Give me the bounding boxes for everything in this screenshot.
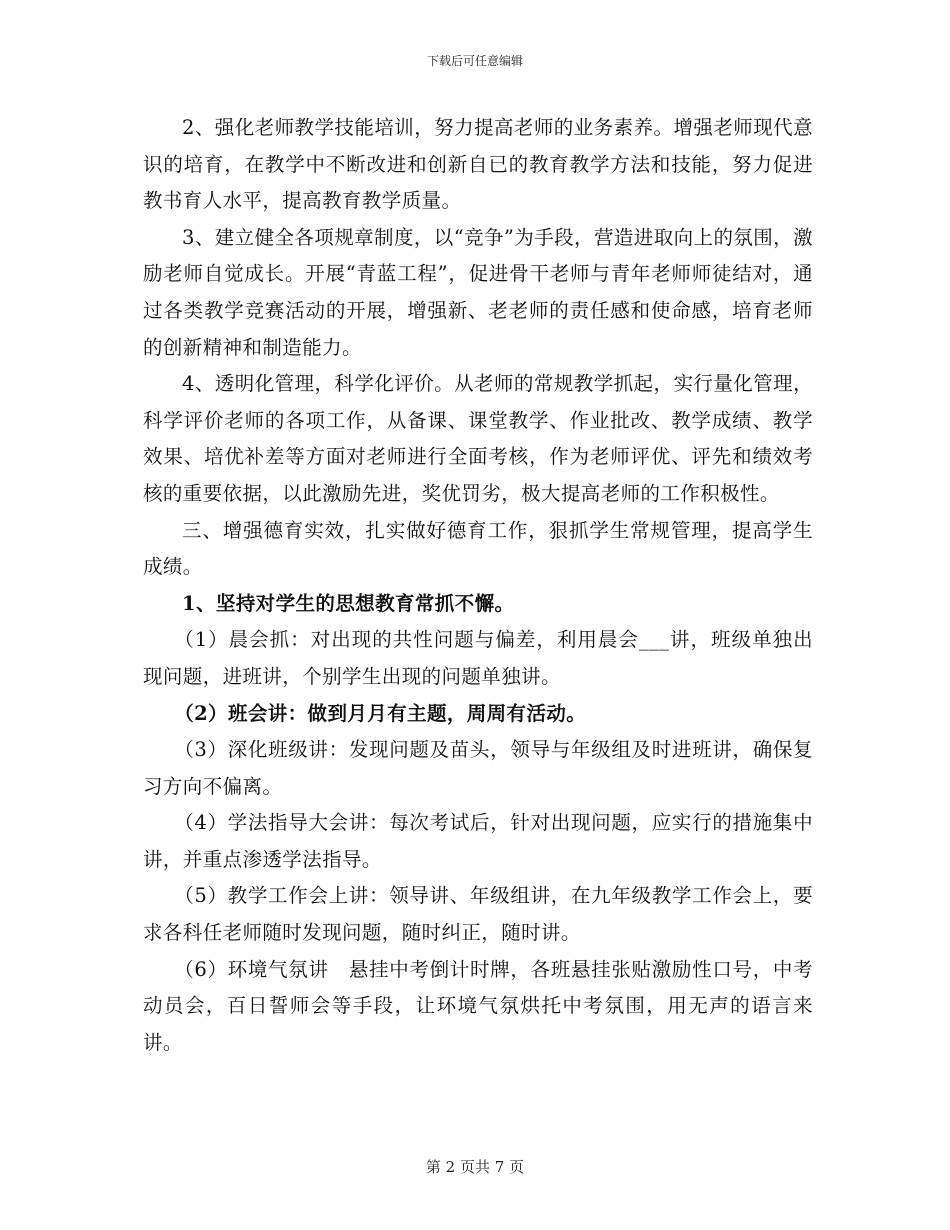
paragraph-study-method: （4）学法指导大会讲：每次考试后，针对出现问题，应实行的措施集中讲，并重点渗透学法指导。 bbox=[143, 811, 813, 871]
paragraph-teacher-training: 2、强化老师教学技能培训，努力提高老师的业务素养。增强老师现代意识的培育，在教学中不断改进和创新自已的教育教学方法和技能，努力促进教书育人水平，提高教育教学质量。 bbox=[143, 116, 813, 213]
paragraph-ideological-education: 1、坚持对学生的思想教育常抓不懈。 bbox=[182, 591, 515, 615]
paragraph-morning-meeting: （1）晨会抓：对出现的共性问题与偏差，利用晨会___讲，班级单独出现问题，进班讲，个别学生出现的问题单独讲。 bbox=[143, 628, 813, 688]
page-footer: 第 2 页共 7 页 bbox=[425, 1158, 525, 1176]
paragraph-rules-system: 3、建立健全各项规章制度，以“竞争”为手段，营造进取向上的氛围，激励老师自觉成长。开展“青蓝工程”，促进骨干老师与青年老师师徒结对，通过各类教学竞赛活动的开展，增强新、老老师的责任感和使命感，培育老师的创新精神和制造能力。 bbox=[143, 225, 813, 359]
paragraph-evaluation: 4、透明化管理，科学化评价。从老师的常规教学抓起，实行量化管理，科学评价老师的各项工作，从备课、课堂教学、作业批改、教学成绩、教学效果、培优补差等方面对老师进行全面考核，作为老师评优、评先和绩效考核的重要依据，以此激励先进，奖优罚劣，极大提高老师的工作积极性。 bbox=[143, 372, 813, 505]
paragraph-class-level: （3）深化班级讲：发现问题及苗头，领导与年级组及时进班讲，确保复习方向不偏离。 bbox=[143, 738, 813, 798]
paragraph-environment: （6）环境气氛讲 悬挂中考倒计时牌，各班悬挂张贴激励性口号，中考动员会，百日誓师会等手段，让环境气氛烘托中考氛围，用无声的语言来讲。 bbox=[143, 957, 813, 1054]
paragraph-class-meeting: （2）班会讲：做到月月有主题，周周有活动。 bbox=[174, 701, 587, 725]
paragraph-section-three: 三、增强德育实效，扎实做好德育工作，狠抓学生常规管理，提高学生成绩。 bbox=[143, 518, 813, 579]
page-header: 下载后可任意编辑 bbox=[426, 54, 523, 68]
paragraph-work-meeting: （5）教学工作会上讲：领导讲、年级组讲，在九年级教学工作会上，要求各科任老师随时发现问题，随时纠正，随时讲。 bbox=[143, 884, 813, 945]
document-body bbox=[143, 110, 813, 1061]
